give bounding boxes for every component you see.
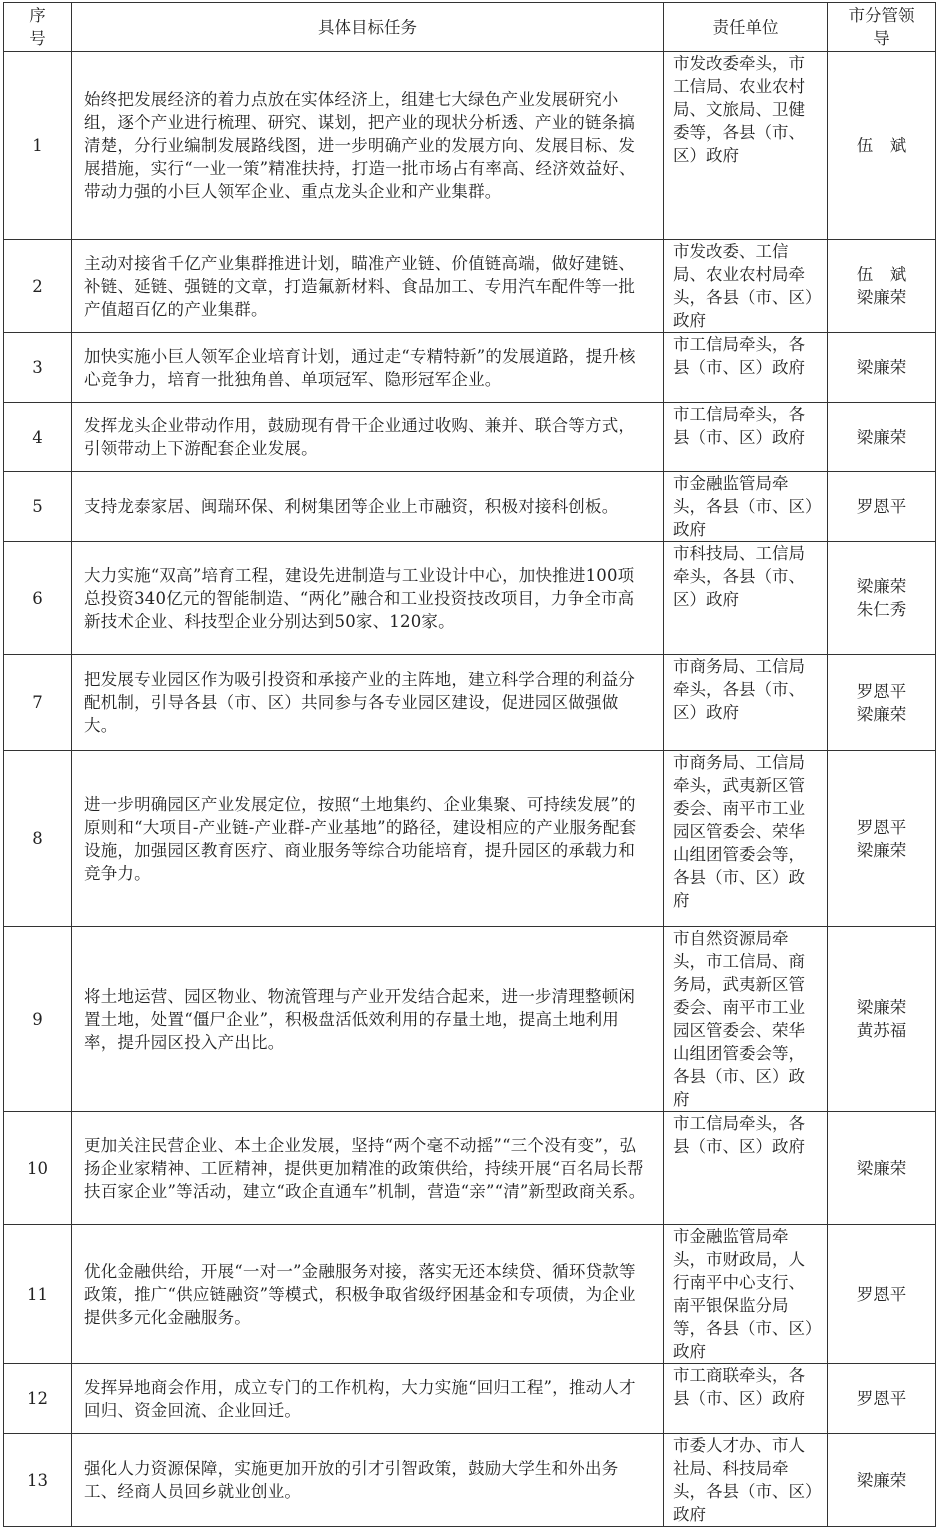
leader-name: 梁廉荣 (856, 1470, 907, 1490)
row-number: 8 (4, 751, 72, 927)
table-row (4, 542, 936, 655)
header-leader: 市分管领导 (828, 3, 936, 52)
responsible-unit: 市委人才办、市人社局、科技局牵头，各县（市、区）政府 (664, 1434, 828, 1527)
responsible-unit: 市发改委、工信局、农业农村局牵头，各县（市、区）政府 (664, 240, 828, 333)
leader-name: 伍 斌 (856, 136, 907, 155)
row-number: 13 (4, 1434, 72, 1527)
table-row (4, 655, 936, 751)
leader-cell (828, 542, 936, 655)
table-row (4, 1225, 936, 1364)
responsible-unit: 市工信局牵头，各县（市、区）政府 (664, 333, 828, 403)
row-number: 5 (4, 472, 72, 542)
responsible-unit: 市工信局牵头，各县（市、区）政府 (664, 1112, 828, 1225)
task-description: 发挥异地商会作用，成立专门的工作机构，大力实施“回归工程”，推动人才回归、资金回流、企业回迁。 (72, 1364, 664, 1434)
header-unit: 责任单位 (664, 3, 828, 52)
leader-cell (828, 655, 936, 751)
task-description: 将土地运营、园区物业、物流管理与产业开发结合起来，进一步清理整顿闲置土地，处置“僵尸企业”，积极盘活低效利用的存量土地，提高土地利用率，提升园区投入产出比。 (72, 927, 664, 1112)
responsible-unit: 市发改委牵头，市工信局、农业农村局、文旅局、卫健委等，各县（市、区）政府 (664, 52, 828, 240)
leader-name: 梁廉荣 (856, 1158, 907, 1178)
row-number: 2 (4, 240, 72, 333)
row-number: 9 (4, 927, 72, 1112)
task-description: 加快实施小巨人领军企业培育计划，通过走“专精特新”的发展道路，提升核心竞争力，培育一批独角兽、单项冠军、隐形冠军企业。 (72, 333, 664, 403)
leader-name: 罗恩平 (856, 681, 907, 701)
table-row (4, 472, 936, 542)
row-number: 12 (4, 1364, 72, 1434)
leader-name: 罗恩平 (856, 497, 907, 516)
table-row (4, 52, 936, 240)
leader-cell (828, 1434, 936, 1527)
leader-cell (828, 240, 936, 333)
header-no: 序号 (4, 3, 72, 52)
header-row (4, 3, 936, 52)
responsible-unit: 市金融监管局牵头，市财政局，人行南平中心支行、南平银保监分局等，各县（市、区）政府 (664, 1225, 828, 1364)
leader-name: 梁廉荣 (856, 288, 907, 307)
row-number: 7 (4, 655, 72, 751)
leader-name: 朱仁秀 (856, 600, 907, 619)
task-description: 支持龙泰家居、闽瑞环保、利树集团等企业上市融资，积极对接科创板。 (72, 472, 664, 542)
task-description: 始终把发展经济的着力点放在实体经济上，组建七大绿色产业发展研究小组，逐个产业进行梳理、研究、谋划，把产业的现状分析透、产业的链条搞清楚，分行业编制发展路线图，进一步明确产业的发展方向、发展目标、发展措施，实行“一业一策”精准扶持，打造一批市场占有率高、经济效益好、带动力强的小巨人领军企业、重点龙头企业和产业集群。 (72, 52, 664, 240)
leader-cell (828, 1225, 936, 1364)
task-description: 大力实施“双高”培育工程，建设先进制造与工业设计中心，加快推进100项总投资340亿元的智能制造、“两化”融合和工业投资技改项目，力争全市高新技术企业、科技型企业分别达到50家、120家。 (72, 542, 664, 655)
leader-cell (828, 403, 936, 472)
leader-name: 伍 斌 (856, 265, 907, 284)
leader-name: 梁廉荣 (856, 840, 907, 860)
header-task: 具体目标任务 (72, 3, 664, 52)
table-row (4, 1434, 936, 1527)
task-description: 发挥龙头企业带动作用，鼓励现有骨干企业通过收购、兼并、联合等方式，引领带动上下游配套企业发展。 (72, 403, 664, 472)
responsible-unit: 市科技局、工信局牵头，各县（市、区）政府 (664, 542, 828, 655)
leader-cell (828, 333, 936, 403)
leader-cell (828, 1112, 936, 1225)
responsible-unit: 市自然资源局牵头，市工信局、商务局，武夷新区管委会、南平市工业园区管委会、荣华山组团管委会等，各县（市、区）政府 (664, 927, 828, 1112)
leader-name: 梁廉荣 (856, 427, 907, 447)
row-number: 4 (4, 403, 72, 472)
leader-name: 罗恩平 (856, 817, 907, 837)
responsible-unit: 市商务局、工信局牵头，各县（市、区）政府 (664, 655, 828, 751)
table-row (4, 1112, 936, 1225)
leader-name: 黄苏福 (856, 1021, 907, 1040)
leader-cell (828, 927, 936, 1112)
leader-name: 罗恩平 (856, 1284, 907, 1304)
responsible-unit: 市工商联牵头，各县（市、区）政府 (664, 1364, 828, 1434)
table-row (4, 1364, 936, 1434)
task-table (3, 2, 936, 1527)
responsible-unit: 市商务局、工信局牵头，武夷新区管委会、南平市工业园区管委会、荣华山组团管委会等，各县（市、区）政府 (664, 751, 828, 927)
responsible-unit: 市金融监管局牵头，各县（市、区）政府 (664, 472, 828, 542)
table-row (4, 333, 936, 403)
task-description: 进一步明确园区产业发展定位，按照“土地集约、企业集聚、可持续发展”的原则和“大项目-产业链-产业群-产业基地”的路径，建设相应的产业服务配套设施，加强园区教育医疗、商业服务等综合功能培育，提升园区的承载力和竞争力。 (72, 751, 664, 927)
leader-name: 梁廉荣 (856, 358, 907, 377)
leader-name: 罗恩平 (856, 1389, 907, 1408)
row-number: 6 (4, 542, 72, 655)
task-description: 更加关注民营企业、本土企业发展，坚持“两个毫不动摇”“三个没有变”，弘扬企业家精神、工匠精神，提供更加精准的政策供给，持续开展“百名局长帮扶百家企业”等活动，建立“政企直通车”机制，营造“亲”“清”新型政商关系。 (72, 1112, 664, 1225)
table-row (4, 240, 936, 333)
leader-name: 梁廉荣 (856, 577, 907, 596)
task-description: 强化人力资源保障，实施更加开放的引才引智政策，鼓励大学生和外出务工、经商人员回乡就业创业。 (72, 1434, 664, 1527)
table-row (4, 751, 936, 927)
leader-cell (828, 751, 936, 927)
leader-name: 梁廉荣 (856, 998, 907, 1017)
leader-cell (828, 52, 936, 240)
task-description: 把发展专业园区作为吸引投资和承接产业的主阵地，建立科学合理的利益分配机制，引导各县（市、区）共同参与各专业园区建设，促进园区做强做大。 (72, 655, 664, 751)
task-description: 优化金融供给，开展“一对一”金融服务对接，落实无还本续贷、循环贷款等政策，推广“供应链融资”等模式，积极争取省级纾困基金和专项债，为企业提供多元化金融服务。 (72, 1225, 664, 1364)
row-number: 11 (4, 1225, 72, 1364)
table-body (4, 52, 936, 1527)
responsible-unit: 市工信局牵头，各县（市、区）政府 (664, 403, 828, 472)
table-row (4, 403, 936, 472)
row-number: 1 (4, 52, 72, 240)
row-number: 10 (4, 1112, 72, 1225)
task-description: 主动对接省千亿产业集群推进计划，瞄准产业链、价值链高端，做好建链、补链、延链、强链的文章，打造氟新材料、食品加工、专用汽车配件等一批产值超百亿的产业集群。 (72, 240, 664, 333)
leader-cell (828, 472, 936, 542)
leader-name: 梁廉荣 (856, 704, 907, 724)
table-row (4, 927, 936, 1112)
row-number: 3 (4, 333, 72, 403)
leader-cell (828, 1364, 936, 1434)
